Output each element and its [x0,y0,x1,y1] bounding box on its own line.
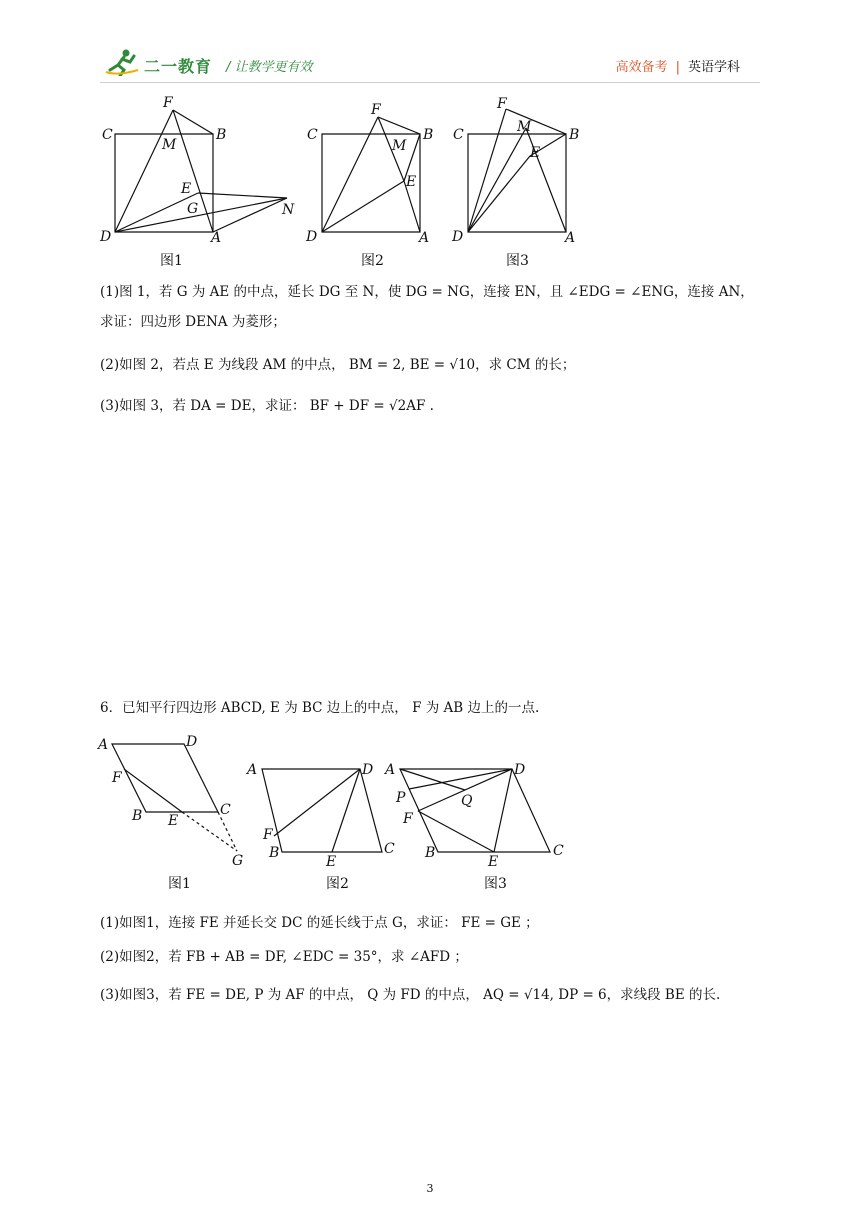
q6-fig1-label-D: D [186,734,198,750]
q5-fig1-label-N: N [282,202,295,218]
q6-fig1-label-E: E [168,813,179,829]
q6-part2: (2)如图2，若 FB + AB = DF, ∠EDC = 35°，求 ∠AFD ； [100,949,468,965]
q5-part3: (3)如图 3，若 DA = DE，求证： BF + DF = √2AF . [100,398,434,414]
q6-fig1-label-A: A [98,737,109,753]
q5-fig3-label-M: M [517,119,532,135]
q5-fig2-label-F: F [371,102,381,118]
brand-slogan: / 让教学更有效 [226,60,313,75]
q5-fig2-label-E: E [406,174,417,190]
q6-part3: (3)如图3，若 FE = DE, P 为 AF 的中点， Q 为 FD 的中点， AQ = √14, DP = 6，求线段 BE 的长. [100,987,721,1003]
q5-fig1-label-G: G [187,201,199,217]
q5-fig3-label-C: C [453,127,464,143]
q5-fig3-label-D: D [452,229,464,245]
q5-fig2-caption: 图2 [361,253,384,269]
q5-fig1-label-C: C [102,127,113,143]
q5-fig1-label-E: E [181,181,192,197]
q6-fig3-label-E: E [488,854,499,870]
q6-fig3-label-A: A [385,762,396,778]
q5-fig3-label-A: A [565,230,576,246]
header-exam-label: 高效备考 [615,60,668,75]
q6-fig2-label-C: C [384,841,395,857]
q5-fig2-label-B: B [423,127,434,143]
q6-fig2-label-A: A [247,762,258,778]
q5-fig1-label-D: D [100,229,112,245]
q6-fig1-label-F: F [112,770,122,786]
page-number: 3 [426,1182,434,1195]
q6-fig1-label-G: G [232,853,244,869]
q6-figure-2 [245,762,395,892]
q6-fig1-label-C: C [220,802,231,818]
q6-fig2-label-D: D [362,762,374,778]
q5-fig1-label-B: B [216,127,227,143]
brand-name: 二一教育 [144,57,213,76]
q5-fig2-label-A: A [419,230,430,246]
q6-fig2-label-F: F [263,827,273,843]
q6-stem: 6．已知平行四边形 ABCD, E 为 BC 边上的中点， F 为 AB 边上的一点. [100,700,540,716]
q5-fig1-label-F: F [163,95,173,111]
q6-part1: (1)如图1，连接 FE 并延长交 DC 的延长线于点 G，求证： FE = GE ； [100,915,539,931]
q5-fig3-label-B: B [569,127,580,143]
q5-fig3-label-E: E [530,145,541,161]
q6-fig2-caption: 图2 [326,876,349,892]
q6-fig3-caption: 图3 [484,876,507,892]
q6-fig3-label-C: C [553,843,564,859]
q6-figure-3 [383,762,564,892]
q5-fig1-label-A: A [211,230,222,246]
q6-fig3-label-D: D [514,762,526,778]
q6-fig3-label-Q: Q [461,793,473,809]
q5-fig1-label-M: M [162,137,177,153]
q6-fig3-label-B: B [425,845,436,861]
q5-fig3-label-F: F [497,96,507,112]
q6-fig1-caption: 图1 [168,876,191,892]
q6-fig2-label-E: E [326,854,337,870]
q5-fig1-caption: 图1 [160,253,183,269]
q6-fig2-label-B: B [269,845,280,861]
q6-figure-1 [96,734,243,892]
q5-fig3-caption: 图3 [506,253,529,269]
header-separator: | [675,60,680,75]
q6-fig3-label-F: F [403,811,413,827]
q5-part1-line2: 求证：四边形 DENA 为菱形； [100,314,286,330]
q5-fig2-label-M: M [392,138,407,154]
q6-fig3-label-P: P [396,790,406,806]
q5-fig2-label-D: D [306,229,318,245]
q5-fig2-label-C: C [307,127,318,143]
header-subject-label: 英语学科 [687,60,740,75]
q5-part1-line1: (1)图 1，若 G 为 AE 的中点，延长 DG 至 N，使 DG = NG，连接 EN，且 ∠EDG = ∠ENG，连接 AN， [100,284,754,300]
q6-fig1-label-B: B [132,808,143,824]
q5-part2: (2)如图 2，若点 E 为线段 AM 的中点， BM = 2, BE = √10，求 CM 的长； [100,357,576,373]
